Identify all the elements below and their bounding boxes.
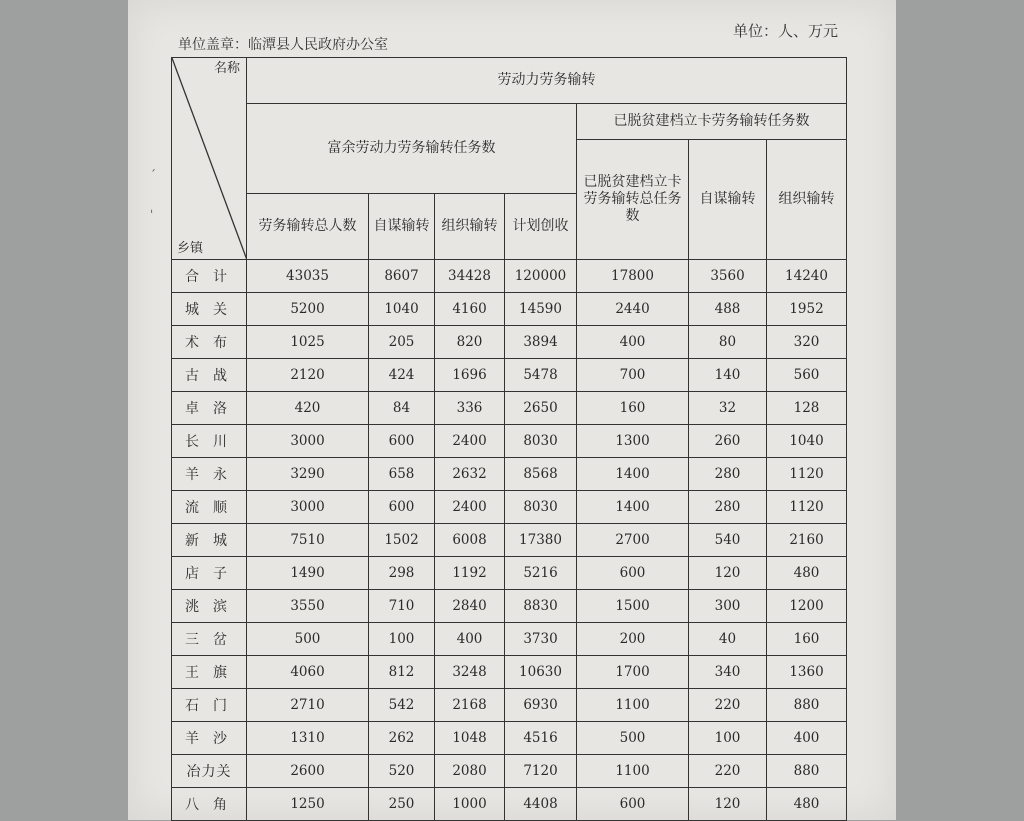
value-cell: 600 [369,491,435,524]
table-row [172,491,847,524]
value-cell: 2160 [767,524,847,557]
value-cell: 1200 [767,590,847,623]
column-header: 已脱贫建档立卡劳务输转总任务数 [577,140,689,260]
value-cell: 2700 [577,524,689,557]
corner-name-label: 名称 [213,61,240,76]
value-cell: 710 [369,590,435,623]
value-cell: 2632 [435,458,505,491]
value-cell: 1310 [247,722,369,755]
value-cell: 424 [369,359,435,392]
value-cell: 1000 [435,788,505,821]
corner-town-label: 乡镇 [177,241,204,256]
value-cell: 8607 [369,260,435,293]
column-header: 组织输转 [767,140,847,260]
table-row [172,722,847,755]
town-cell: 八角 [172,788,247,821]
town-cell: 流顺 [172,491,247,524]
town-cell: 石门 [172,689,247,722]
scan-speck: ˊ [150,168,156,182]
value-cell: 1025 [247,326,369,359]
value-cell: 160 [577,392,689,425]
value-cell: 7120 [505,755,577,788]
table-row [172,260,847,293]
value-cell: 820 [435,326,505,359]
value-cell: 3248 [435,656,505,689]
value-cell: 100 [369,623,435,656]
value-cell: 880 [767,755,847,788]
value-cell: 542 [369,689,435,722]
table-body [172,260,847,821]
value-cell: 3290 [247,458,369,491]
town-cell: 术布 [172,326,247,359]
value-cell: 260 [689,425,767,458]
column-header: 组织输转 [435,194,505,260]
value-cell: 1500 [577,590,689,623]
town-cell: 卓洛 [172,392,247,425]
value-cell: 14590 [505,293,577,326]
value-cell: 8830 [505,590,577,623]
value-cell: 84 [369,392,435,425]
value-cell: 280 [689,458,767,491]
sub-group-b-header: 已脱贫建档立卡劳务输转任务数 [577,104,847,140]
value-cell: 280 [689,491,767,524]
value-cell: 520 [369,755,435,788]
value-cell: 1696 [435,359,505,392]
town-cell: 羊永 [172,458,247,491]
value-cell: 2080 [435,755,505,788]
value-cell: 1048 [435,722,505,755]
value-cell: 1400 [577,458,689,491]
value-cell: 250 [369,788,435,821]
town-cell: 羊沙 [172,722,247,755]
town-cell: 城关 [172,293,247,326]
value-cell: 1300 [577,425,689,458]
table-row [172,689,847,722]
value-cell: 8568 [505,458,577,491]
value-cell: 262 [369,722,435,755]
value-cell: 34428 [435,260,505,293]
value-cell: 480 [767,557,847,590]
table-row [172,392,847,425]
value-cell: 2710 [247,689,369,722]
value-cell: 420 [247,392,369,425]
value-cell: 880 [767,689,847,722]
value-cell: 1120 [767,491,847,524]
table-row [172,557,847,590]
value-cell: 3000 [247,491,369,524]
value-cell: 1120 [767,458,847,491]
table-row [172,359,847,392]
value-cell: 336 [435,392,505,425]
value-cell: 1360 [767,656,847,689]
value-cell: 4160 [435,293,505,326]
value-cell: 1700 [577,656,689,689]
town-cell: 古战 [172,359,247,392]
value-cell: 2168 [435,689,505,722]
value-cell: 4408 [505,788,577,821]
labor-transfer-table [171,57,847,821]
value-cell: 205 [369,326,435,359]
sub-group-a-header: 富余劳动力劳务输转任务数 [247,104,577,194]
value-cell: 4060 [247,656,369,689]
value-cell: 8030 [505,491,577,524]
value-cell: 658 [369,458,435,491]
value-cell: 400 [767,722,847,755]
scan-speck: ˈ [150,208,154,222]
value-cell: 480 [767,788,847,821]
table-row [172,788,847,821]
value-cell: 400 [577,326,689,359]
table-row [172,623,847,656]
value-cell: 2600 [247,755,369,788]
value-cell: 540 [689,524,767,557]
value-cell: 600 [577,557,689,590]
value-cell: 2400 [435,491,505,524]
value-cell: 1250 [247,788,369,821]
value-cell: 120000 [505,260,577,293]
column-header: 自谋输转 [689,140,767,260]
value-cell: 128 [767,392,847,425]
value-cell: 5200 [247,293,369,326]
town-cell: 冶力关 [172,755,247,788]
value-cell: 17380 [505,524,577,557]
value-cell: 300 [689,590,767,623]
table-row [172,425,847,458]
town-cell: 洮滨 [172,590,247,623]
value-cell: 1400 [577,491,689,524]
column-header: 劳务输转总人数 [247,194,369,260]
table-row [172,656,847,689]
corner-header-cell [172,58,247,260]
value-cell: 3560 [689,260,767,293]
value-cell: 1100 [577,689,689,722]
table-row [172,755,847,788]
value-cell: 2440 [577,293,689,326]
value-cell: 500 [577,722,689,755]
value-cell: 2400 [435,425,505,458]
value-cell: 1490 [247,557,369,590]
corner-diagonal [172,58,247,260]
value-cell: 14240 [767,260,847,293]
value-cell: 220 [689,689,767,722]
table-row [172,458,847,491]
value-cell: 32 [689,392,767,425]
value-cell: 7510 [247,524,369,557]
value-cell: 400 [435,623,505,656]
value-cell: 40 [689,623,767,656]
table-row [172,293,847,326]
column-header: 计划创收 [505,194,577,260]
value-cell: 560 [767,359,847,392]
value-cell: 340 [689,656,767,689]
value-cell: 6930 [505,689,577,722]
seal-label: 单位盖章：临潭县人民政府办公室 [178,37,388,53]
town-cell: 王旗 [172,656,247,689]
value-cell: 500 [247,623,369,656]
town-cell: 合计 [172,260,247,293]
value-cell: 43035 [247,260,369,293]
value-cell: 700 [577,359,689,392]
town-cell: 长川 [172,425,247,458]
value-cell: 1952 [767,293,847,326]
value-cell: 298 [369,557,435,590]
value-cell: 6008 [435,524,505,557]
value-cell: 3730 [505,623,577,656]
value-cell: 120 [689,557,767,590]
value-cell: 140 [689,359,767,392]
value-cell: 3894 [505,326,577,359]
value-cell: 1040 [767,425,847,458]
value-cell: 2120 [247,359,369,392]
value-cell: 10630 [505,656,577,689]
column-header: 自谋输转 [369,194,435,260]
town-cell: 三岔 [172,623,247,656]
value-cell: 5478 [505,359,577,392]
value-cell: 1100 [577,755,689,788]
value-cell: 200 [577,623,689,656]
value-cell: 160 [767,623,847,656]
unit-label: 单位：人、万元 [733,22,839,40]
value-cell: 1502 [369,524,435,557]
value-cell: 80 [689,326,767,359]
value-cell: 2650 [505,392,577,425]
value-cell: 8030 [505,425,577,458]
town-cell: 新城 [172,524,247,557]
value-cell: 600 [369,425,435,458]
value-cell: 1040 [369,293,435,326]
value-cell: 5216 [505,557,577,590]
town-cell: 店子 [172,557,247,590]
value-cell: 600 [577,788,689,821]
value-cell: 320 [767,326,847,359]
table-row [172,326,847,359]
table-row [172,524,847,557]
value-cell: 100 [689,722,767,755]
value-cell: 220 [689,755,767,788]
table-row [172,590,847,623]
value-cell: 3550 [247,590,369,623]
value-cell: 4516 [505,722,577,755]
value-cell: 488 [689,293,767,326]
value-cell: 120 [689,788,767,821]
value-cell: 2840 [435,590,505,623]
value-cell: 3000 [247,425,369,458]
value-cell: 17800 [577,260,689,293]
value-cell: 1192 [435,557,505,590]
value-cell: 812 [369,656,435,689]
group-title-header: 劳动力劳务输转 [247,58,847,104]
